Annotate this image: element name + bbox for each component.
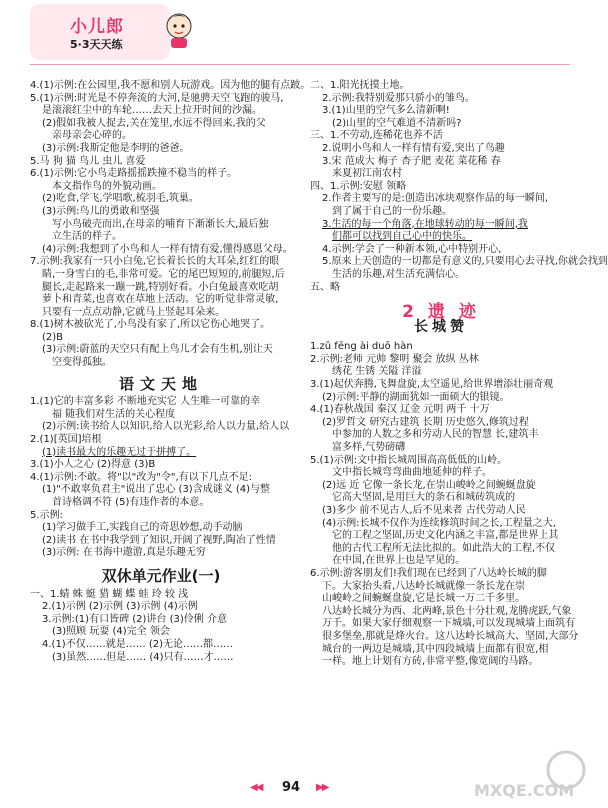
chapter-number: 2 遗 迹 [402,302,480,323]
answer-line: 四、1.示例:安慰 领略 [310,180,407,192]
answer-line: 文中指长城弯弯曲曲地延伸的样子。 [332,467,492,479]
answer-line: 8.(1)树木被砍光了,小鸟没有家了,所以它伤心地哭了。 [30,319,271,331]
answer-line: 绣花 生锈 关隘 洋溢 [332,366,422,378]
page-number: 94 [282,780,301,795]
chapter-title: 长城赞 [414,318,468,335]
next-arrows-icon: ▶▶ [316,782,328,793]
answer-line: 是滚滚红尘中的车轮……去天上拉开时间的沙漏。 [42,105,262,117]
answer-line: 亲母亲会心碎的。 [52,130,132,142]
answer-line: (3)虽然……但是…… (4)只有……才…… [52,651,234,663]
answer-line: 在中国,在世界上也是罕见的。 [332,555,466,567]
answer-line: (1)读书最大的乐趣无过于拼搏了。 [42,446,197,458]
answer-line: 1.zǔ fēng ài duō hàn [310,341,413,353]
answer-line: 5.示例: [30,509,63,521]
answer-line: 4.(1)不仅……就是…… (2)无论……都…… [42,638,234,650]
answer-line: (1)"不敢辜负君主"说出了忠心 (3)含成谜义 (4)与整 [42,484,271,496]
answer-line: (3)示例: 在书海中遨游,真是乐趣无穷 [42,547,206,559]
answer-line: (2)罗哲文 研究古建筑 长期 历史悠久,修筑过程 [322,416,529,428]
answer-line: 5.原来上天创造的一切都是有意义的,只要用心去寻找,你就会找到 [322,256,608,268]
answer-line: (3)示例:蔚蓝的天空只有配上鸟儿才会有生机,别让天 [42,344,273,356]
section-title-unit: 双休单元作业(一) [101,566,221,585]
answer-line: 4.示例:学会了一种新本领,心中特别开心, [322,243,502,255]
answer-line: 2.作者主要写的是:创造出冰块观察作品的每一瞬间, [322,193,549,205]
answer-line: (2)山里的空气难道不清新吗? [332,117,462,129]
answer-line: 腿长,走起路来一蹦一跳,特别好看。小白兔最喜欢吃胡 [42,281,279,293]
answer-line: 很多堡垒,那就是烽火台。这八达岭长城高大、坚固,大部分 [322,630,579,642]
answer-line: (2)远 近 它像一条长龙,在崇山峻岭之间蜿蜒盘旋 [322,479,536,491]
page-header [0,0,600,78]
answer-line: 3.(1)小人之心 (2)得意 (3)B [30,459,156,471]
answer-line: 一、1.蜻 蛛 蜓 猎 蝴 蝶 蛙 玲 较 浅 [30,588,189,600]
answer-line: 2.说明小鸟和人一样有情有爱,突出了鸟趣 [322,142,505,154]
answer-line: (2)B [42,331,64,343]
answer-line: 2.(1)示例 (2)示例 (3)示例 (4)示例 [42,601,198,613]
answer-line: (3)多少 前不见古人,后不见来者 古代劳动人民 [322,505,526,516]
answer-line: 福 随我们对生活的关心程度 [52,408,176,420]
answer-line: 到了属于自己的一份乐趣。 [332,205,452,217]
answer-line: 5.(1)示例:时光是不停奔流的大河,是驰骋天空飞跑的骏马, [30,92,284,104]
answer-line: 3.宋 范成大 梅子 杏子肥 麦花 菜花稀 春 [322,155,501,167]
answer-line: (4)示例:我想到了小鸟和人一样有情有爱,懂得感恩父母。 [42,243,293,255]
answer-line: 6.(1)示例:它小鸟走路摇摇跌撞不稳当的样子。 [30,168,238,180]
answer-line: 山峻岭之间蜿蜒盘旋,它是长城一万二千多里。 [322,593,526,605]
answer-line: 2.示例:我特别爱那只骄小的雏鸟。 [322,92,475,104]
left-column [30,80,311,664]
answer-line: (1)学习做手工,实践自己的奇思妙想,动手动脑 [42,522,243,534]
answer-line: 城台的一两边是城墙,其中四段城墙上面都有很宽,相 [322,643,549,655]
answer-line: 中参加的人数之多和劳动人民的智慧 长,建筑丰 [332,429,539,441]
header-divider [30,64,570,65]
answer-line: 它的工程之坚固,历史文化内涵之丰富,都是世界上其 [332,530,559,542]
answer-line: 写小鸟破壳而出,在母亲的哺育下渐渐长大,最后独 [52,218,269,230]
answer-line: 万千。如果大家仔细观察一下城墙,可以发现城墙上面筑有 [322,618,576,630]
answer-line: 们都可以找到自己心中的快乐。 [332,231,472,243]
answer-line: 本文指作鸟的外貌动画。 [52,180,162,192]
answer-line: 4.(1)春秋战国 秦汉 辽金 元明 两千 十万 [310,404,490,416]
answer-line: 4.(1)示例:不敢。将"以"改为"令",有以下几点不足: [30,471,253,483]
answer-line: (2)假如我被人捉去,关在笼里,水远不得回来,我的父 [42,117,266,129]
answer-line: 萝卜和青菜,也喜欢在草地上活动。它的听觉非常灵敏, [42,294,279,306]
logo-title: 小儿郎 [70,17,124,37]
answer-line: 八达岭长城分为西、北两峰,景色十分壮观,龙腾虎跃,气象 [322,605,572,617]
answer-line: 3.(1)起伏奔腾,飞舞盘旋,太空遥见,给世界增添壮丽奇观 [310,379,554,391]
logo-subtitle: 5·3天天练 [70,38,123,51]
answer-line: (4)示例:长城不仅作为连续修筑时间之长,工程量之大, [322,517,556,529]
answer-line: (3)示例:鸟儿的勇敢和坚强 [42,205,160,217]
answer-line: (2)读书 在书中我学到了知识,开阔了视野,陶冶了性情 [42,534,276,546]
section-title-yuwen: 语文天地 [118,374,203,393]
answer-line: 立生活的样子。 [52,231,122,243]
answer-line: 3.(1)山里的空气多么清新啊! [322,105,450,117]
brand-logo [30,4,170,60]
answer-line: (2)示例:读书给人以知识,给人以光彩,给人以力量,给人以 [42,421,290,433]
answer-line: 他的古代工程所无法比拟的。如此浩大的工程,不仅 [332,542,556,554]
answer-line: 6.示例:游客朋友们!我们现在已经到了八达岭长城的脚 [310,567,547,579]
answer-line: 3.生活的每一个角落,在地球转动的每一瞬间,我 [322,218,528,230]
answer-line: 空变得孤独。 [52,357,112,369]
answer-line: 二、1.阳光抚摸土地。 [310,80,410,91]
answer-line: (2)示例:平静的湖面犹如一面硕大的银镜。 [322,391,510,403]
watermark-logo [470,748,590,804]
answer-line: 4.(1)示例:在公园里,我不愿和别人玩游戏。因为他的腿有点跛。 [30,80,311,91]
answer-line: 富多样,气势磅礴 [332,442,406,454]
answer-line: 5.马 狗 猫 鸟儿 虫儿 喜爱 [30,155,146,167]
mascot-icon [162,10,196,50]
answer-line: 首诗格调不符 (5)有违作者的本意。 [52,497,210,508]
svg-text:MXQE.COM: MXQE.COM [474,781,575,800]
answer-line: 它高大坚固,是用巨大的条石和城砖筑成的 [332,492,516,504]
answer-line: 睛,一身雪白的毛,非常可爱。它的尾巴短短的,前腿短,后 [42,268,285,280]
answer-line: 2.(1)[英国]培根 [30,434,102,446]
answer-line: 生活的乐趣,对生活充满信心。 [332,268,466,280]
answer-line: 来夏初江南农村 [332,168,402,180]
answer-line: (3)示例:我斯定他是李明的爸爸。 [42,142,190,154]
answer-line: 2.示例:老师 元帅 黎明 聚会 放纵 丛林 [310,353,479,365]
answer-line: 7.示例:我家有一只小白兔,它长着长长的大耳朵,红红的眼 [30,256,280,268]
answer-line: (3)照顾 玩耍 (4)完全 领会 [52,626,170,638]
answer-line: 只要有一点点动静,它就马上竖起耳朵来。 [42,306,226,318]
answer-line: 5.(1)示例:文中指长城周围高高低低的山岭。 [310,454,508,466]
right-column [310,80,608,669]
answer-line: 三、1.不劳动,连稀花也养不活 [310,130,443,142]
answer-line: 1.(1)它的丰富多彩 不断地充实它 人生唯一可靠的幸 [30,396,261,408]
answer-line: 3.示例:(1)有口皆碑 (2)讲台 (3)伶俐 介意 [42,613,227,625]
prev-arrows-icon: ◀◀ [250,782,262,793]
answer-line: 五、略 [310,281,340,293]
answer-line: 一样。地上计划有方砖,非常平整,像宽阔的马路。 [322,656,539,668]
answer-line: 下。大家抬头看,八达岭长城就像一条长龙在崇 [322,580,526,592]
answer-line: (2)吃食,学飞,学唱歌,梳羽毛,筑巢。 [42,193,199,205]
